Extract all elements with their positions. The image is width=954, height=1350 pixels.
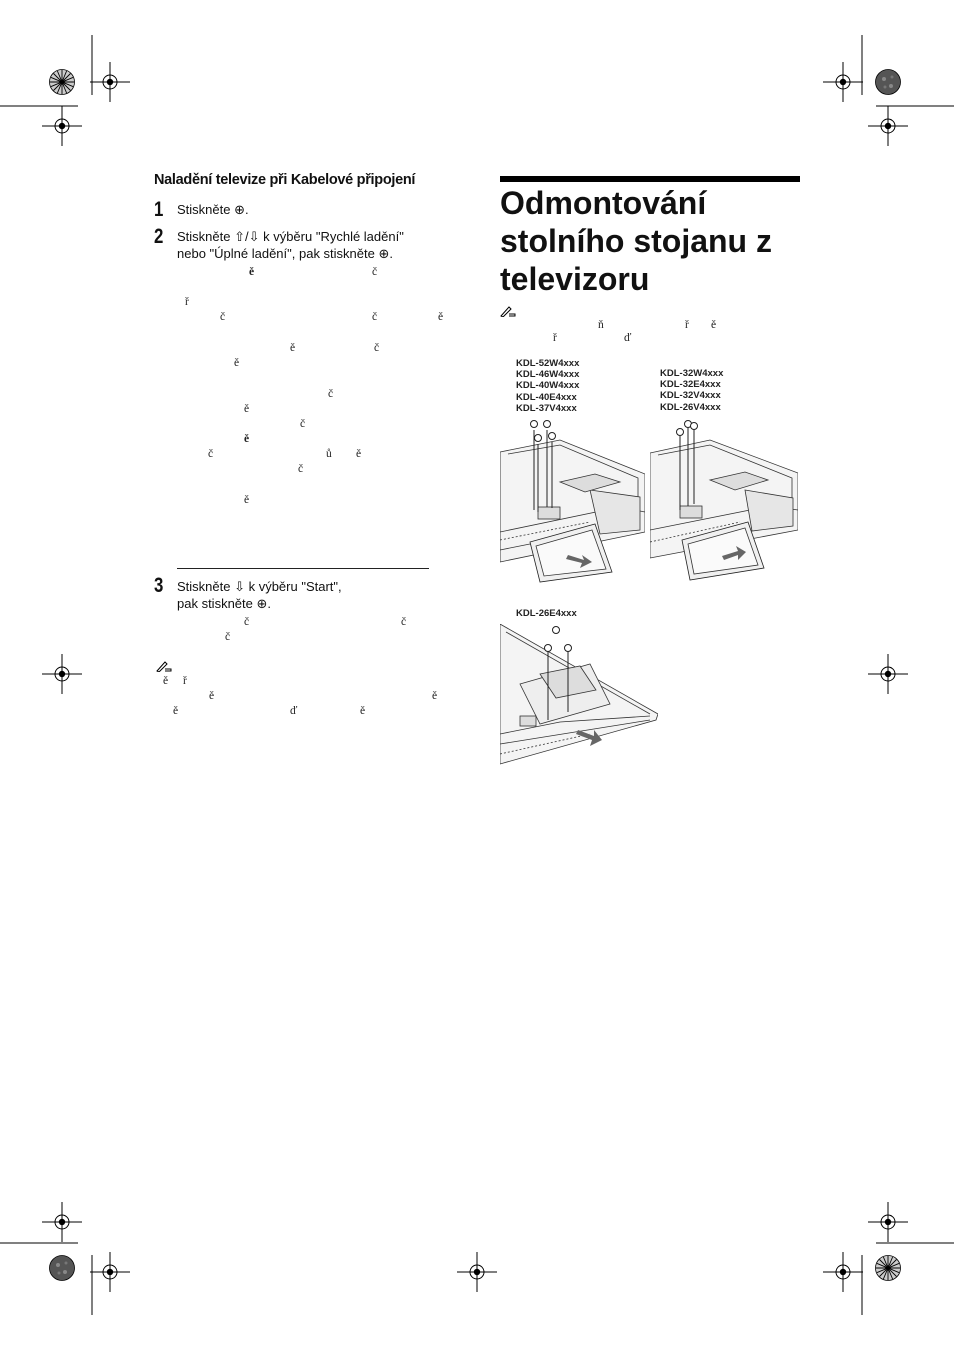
page-title: [500, 184, 820, 298]
residual-glyph: ě: [234, 357, 240, 369]
step-3-text-line2: pak stiskněte ⊕.: [177, 596, 271, 611]
page-title-line: televizoru: [500, 261, 650, 297]
model-label: KDL-37V4xxx: [516, 402, 577, 414]
model-label: KDL-40W4xxx: [516, 380, 580, 392]
residual-glyph: ě: [432, 690, 438, 702]
note-pencil-icon: [500, 305, 516, 317]
residual-glyph: ř: [553, 332, 557, 344]
title-rule: [500, 176, 800, 182]
step-2-text-line1: Stiskněte ⇧/⇩ k výběru "Rychlé ladění": [177, 229, 404, 244]
model-list-large: [516, 358, 579, 414]
residual-glyph: č: [220, 311, 226, 323]
residual-glyph: ě: [244, 494, 250, 506]
residual-glyph: ď: [624, 332, 632, 344]
step-2-text-line2: nebo "Úplné ladění", pak stiskněte ⊕.: [177, 246, 393, 261]
residual-glyph: ě: [360, 705, 366, 717]
residual-glyph: č: [372, 311, 378, 323]
model-list-medium: [660, 368, 723, 413]
residual-glyph: ě: [438, 311, 444, 323]
section-heading: Naladění televize při Kabelové připojení: [154, 172, 416, 188]
model-label: KDL-32V4xxx: [660, 390, 721, 402]
model-label: KDL-32E4xxx: [660, 379, 721, 391]
residual-glyph: ě: [356, 448, 362, 460]
residual-glyph: č: [328, 388, 334, 400]
residual-glyph: č: [225, 631, 231, 643]
residual-glyph: ď: [290, 705, 298, 717]
residual-glyph: ř: [685, 319, 689, 331]
model-label: KDL-26E4xxx: [516, 608, 577, 619]
stand-removal-illustration-medium: [650, 418, 798, 586]
residual-glyph: ě: [163, 675, 169, 687]
model-list-small: [516, 608, 577, 619]
residual-glyph: ě: [244, 433, 250, 445]
residual-glyph: ě: [249, 266, 255, 278]
page-title-line: stolního stojanu z: [500, 223, 772, 259]
stand-removal-illustration-large: [500, 412, 645, 590]
residual-glyph: č: [372, 266, 378, 278]
residual-glyph: č: [244, 616, 250, 628]
residual-glyph: č: [401, 616, 407, 628]
note-pencil-icon: [156, 660, 172, 672]
divider-line: [177, 568, 429, 569]
model-label: KDL-40E4xxx: [516, 391, 577, 403]
step-3-number: 3: [154, 574, 164, 597]
model-label: KDL-26V4xxx: [660, 401, 721, 413]
model-label: KDL-32W4xxx: [660, 368, 724, 379]
model-label: KDL-46W4xxx: [516, 369, 580, 381]
model-label: KDL-52W4xxx: [516, 358, 580, 369]
residual-glyph: ů: [326, 448, 332, 460]
residual-glyph: č: [374, 342, 380, 354]
stand-removal-illustration-small: [500, 624, 658, 766]
residual-glyph: ě: [290, 342, 296, 354]
residual-glyph: ř: [183, 675, 187, 687]
residual-glyph: č: [298, 463, 304, 475]
step-3-text-line1: Stiskněte ⇩ k výběru "Start",: [177, 579, 342, 594]
step-1-number: 1: [154, 198, 164, 221]
residual-glyph: ě: [209, 690, 215, 702]
step-1-text: Stiskněte ⊕.: [177, 202, 249, 217]
residual-glyph: ě: [244, 403, 250, 415]
residual-glyph: ě: [173, 705, 179, 717]
page-title-line: Odmontování: [500, 185, 707, 221]
residual-glyph: č: [208, 448, 214, 460]
residual-glyph: ř: [185, 296, 189, 308]
residual-glyph: ň: [598, 319, 604, 331]
step-2-number: 2: [154, 225, 164, 248]
residual-glyph: ě: [711, 319, 717, 331]
residual-glyph: č: [300, 418, 306, 430]
